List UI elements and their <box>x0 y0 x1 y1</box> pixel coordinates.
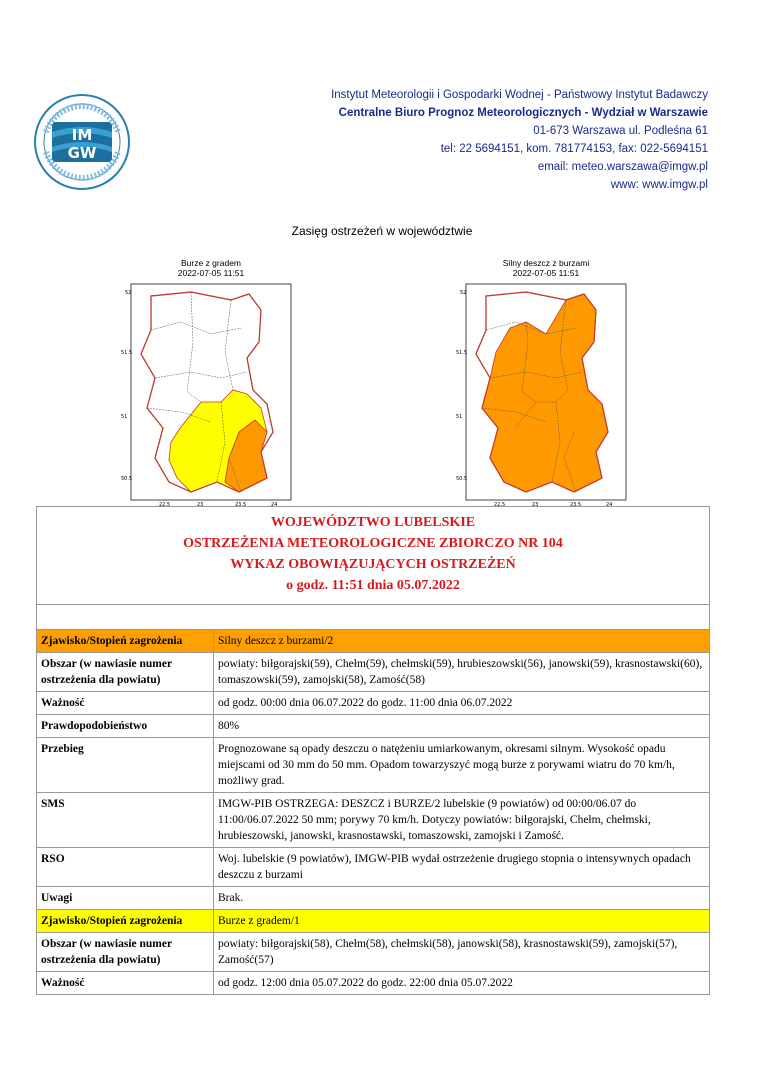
map-right-tick-x-3: 23.5 <box>570 502 582 508</box>
map-heavy-rain <box>456 256 636 508</box>
map-left-svg <box>121 282 301 508</box>
logo-text-top: IM <box>71 126 93 144</box>
warning-2-phenomenon-row <box>37 910 710 933</box>
map-right-tick-x-1: 22.5 <box>494 502 506 508</box>
warning-1-probability-row <box>37 715 710 738</box>
map-right-svg <box>456 282 636 508</box>
warning-2-validity-row <box>37 972 710 995</box>
warning-2-area: powiaty: biłgorajski(58), Chełm(58), chełmski(58), janowski(58), krasnostawski(59), zamojski(57), Zamość(57) <box>214 933 710 972</box>
bulletin-time: o godz. 11:51 dnia 05.07.2022 <box>286 578 460 593</box>
warning-1-rso-row <box>37 848 710 887</box>
map-storms-hail <box>121 256 301 508</box>
map-left-tick-x-3: 23.5 <box>235 502 247 508</box>
label-rso: RSO <box>37 848 214 887</box>
map-left-tick-y-3: 51 <box>121 414 128 420</box>
warnings-header <box>37 507 710 605</box>
spacer-row <box>37 605 710 630</box>
warning-1-validity: od godz. 00:00 dnia 06.07.2022 do godz. 11:00 dnia 06.07.2022 <box>214 692 710 715</box>
label-sms: SMS <box>37 793 214 848</box>
map-right-tick-y-4: 50.5 <box>456 476 468 482</box>
warnings-header-row <box>37 507 710 605</box>
bureau-name: Centralne Biuro Prognoz Meteorologicznych - Wydział w Warszawie <box>338 107 708 119</box>
warning-2-phenomenon: Burze z gradem/1 <box>214 910 710 933</box>
warning-1-probability: 80% <box>214 715 710 738</box>
warning-1-phenomenon-row <box>37 630 710 653</box>
map-right-date: 2022-07-05 11:51 <box>512 268 580 278</box>
map-right-tick-x-4: 24 <box>606 502 613 508</box>
warning-1-area-row <box>37 653 710 692</box>
map-right-tick-y-1: 52 <box>460 290 467 296</box>
label-phenomenon-2: Zjawisko/Stopień zagrożenia <box>37 910 214 933</box>
warning-2-validity: od godz. 12:00 dnia 05.07.2022 do godz. 22:00 dnia 05.07.2022 <box>214 972 710 995</box>
map-left-tick-y-2: 51.5 <box>121 350 133 356</box>
map-left-tick-x-4: 24 <box>271 502 278 508</box>
warning-1-rso: Woj. lubelskie (9 powiatów), IMGW-PIB wydał ostrzeżenie drugiego stopnia o intensywnych opadach deszczu z burzami <box>214 848 710 887</box>
warning-1-sms: IMGW-PIB OSTRZEGA: DESZCZ i BURZE/2 lubelskie (9 powiatów) od 00:00/06.07 do 11:00/06.07.2022 50 mm; porywy 70 km/h. Dotyczy powiatów: biłgorajski, Chełm, chełmski, hrubieszowski, janowski, krasnostawski, tomaszowski, zamojski i Zamość. <box>214 793 710 848</box>
map-left-tick-y-1: 52 <box>125 290 132 296</box>
phones: tel: 22 5694151, kom. 781774153, fax: 022-5694151 <box>440 143 708 155</box>
map-right-tick-y-2: 51.5 <box>456 350 468 356</box>
warning-1-notes: Brak. <box>214 887 710 910</box>
bulletin-title: OSTRZEŻENIA METEOROLOGICZNE ZBIORCZO NR 104 <box>183 536 563 551</box>
warning-1-course: Prognozowane są opady deszczu o natężeniu umiarkowanym, okresami silnym. Wysokość opadu miejscami od 30 mm do 50 mm. Opadom towarzyszyć mogą burze z porywami wiatru do 70 km/h, możliwy grad. <box>214 738 710 793</box>
warning-1-phenomenon: Silny deszcz z burzami/2 <box>214 630 710 653</box>
map-left-tick-x-1: 22.5 <box>159 502 171 508</box>
label-phenomenon: Zjawisko/Stopień zagrożenia <box>37 630 214 653</box>
email: email: meteo.warszawa@imgw.pl <box>537 161 708 173</box>
address: 01-673 Warszawa ul. Podleśna 61 <box>533 125 708 137</box>
label-course: Przebieg <box>37 738 214 793</box>
map-right-title: Silny deszcz z burzami <box>502 258 590 268</box>
warning-1-course-row <box>37 738 710 793</box>
warning-1-notes-row <box>37 887 710 910</box>
maps-section-title: Zasięg ostrzeżeń w województwie <box>291 224 473 238</box>
map-left-tick-x-2: 23 <box>197 502 204 508</box>
imgw-logo-icon <box>32 92 132 192</box>
voivodeship-title: WOJEWÓDZTWO LUBELSKIE <box>270 515 476 530</box>
map-right-tick-x-2: 23 <box>532 502 539 508</box>
warning-1-area: powiaty: biłgorajski(59), Chełm(59), chełmski(59), hrubieszowski(56), janowski(59), krasnostawski(60), tomaszowski(59), zamojski(58), Zamość(58) <box>214 653 710 692</box>
map-left-date: 2022-07-05 11:51 <box>177 268 245 278</box>
logo-text-bottom: GW <box>67 144 97 162</box>
warning-1-sms-row <box>37 793 710 848</box>
warnings-table <box>36 506 710 995</box>
map-left-title: Burze z gradem <box>181 258 241 268</box>
map-right-tick-y-3: 51 <box>456 414 463 420</box>
label-notes: Uwagi <box>37 887 214 910</box>
institution-info <box>331 86 708 194</box>
label-probability: Prawdopodobieństwo <box>37 715 214 738</box>
label-validity: Ważność <box>37 692 214 715</box>
warning-2-area-row <box>37 933 710 972</box>
warning-1-validity-row <box>37 692 710 715</box>
map-left-tick-y-4: 50.5 <box>121 476 133 482</box>
institute-name: Instytut Meteorologii i Gospodarki Wodnej - Państwowy Instytut Badawczy <box>331 89 708 101</box>
label-validity-2: Ważność <box>37 972 214 995</box>
label-area-2: Obszar (w nawiasie numer ostrzeżenia dla powiatu) <box>37 933 214 972</box>
website: www: www.imgw.pl <box>610 179 708 191</box>
imgw-logo <box>32 92 132 192</box>
list-title: WYKAZ OBOWIĄZUJĄCYCH OSTRZEŻEŃ <box>230 557 516 572</box>
label-area: Obszar (w nawiasie numer ostrzeżenia dla powiatu) <box>37 653 214 692</box>
